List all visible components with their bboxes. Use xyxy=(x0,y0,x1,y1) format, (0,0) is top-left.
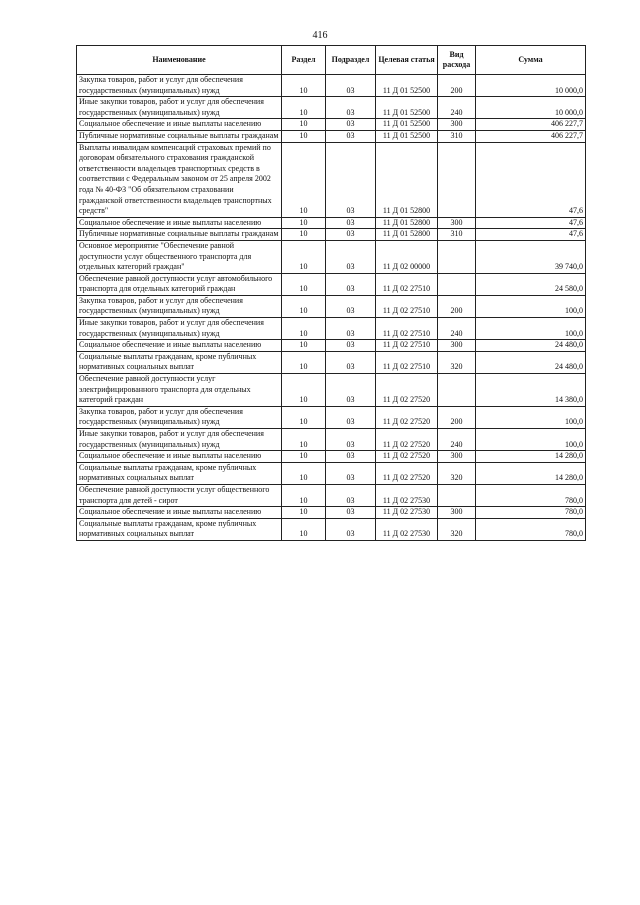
cell-razdel: 10 xyxy=(282,229,326,241)
cell-expense-type xyxy=(438,240,476,273)
cell-expense-type xyxy=(438,273,476,295)
cell-podrazdel: 03 xyxy=(326,518,376,540)
cell-target-article: 11 Д 02 27530 xyxy=(376,507,438,519)
cell-expense-type: 240 xyxy=(438,318,476,340)
cell-razdel: 10 xyxy=(282,507,326,519)
cell-razdel: 10 xyxy=(282,97,326,119)
table-row xyxy=(77,518,586,540)
cell-podrazdel: 03 xyxy=(326,318,376,340)
table-row xyxy=(77,374,586,407)
cell-target-article: 11 Д 02 27520 xyxy=(376,406,438,428)
cell-razdel: 10 xyxy=(282,340,326,352)
cell-target-article: 11 Д 01 52800 xyxy=(376,142,438,217)
cell-podrazdel: 03 xyxy=(326,451,376,463)
cell-podrazdel: 03 xyxy=(326,295,376,317)
cell-podrazdel: 03 xyxy=(326,130,376,142)
cell-expense-type: 310 xyxy=(438,130,476,142)
cell-podrazdel: 03 xyxy=(326,340,376,352)
cell-name: Обеспечение равной доступности услуг общественного транспорта для детей - сирот xyxy=(77,484,282,506)
cell-sum: 406 227,7 xyxy=(476,130,586,142)
cell-name: Иные закупки товаров, работ и услуг для обеспечения государственных (муниципальных) нужд xyxy=(77,429,282,451)
cell-name: Иные закупки товаров, работ и услуг для обеспечения государственных (муниципальных) нужд xyxy=(77,97,282,119)
cell-expense-type: 240 xyxy=(438,429,476,451)
cell-podrazdel: 03 xyxy=(326,273,376,295)
cell-target-article: 11 Д 02 27510 xyxy=(376,318,438,340)
cell-target-article: 11 Д 02 27510 xyxy=(376,295,438,317)
cell-target-article: 11 Д 02 27510 xyxy=(376,340,438,352)
page-number: 416 xyxy=(312,30,328,41)
cell-expense-type xyxy=(438,484,476,506)
cell-razdel: 10 xyxy=(282,240,326,273)
header-target-article: Целевая статья xyxy=(376,46,438,75)
cell-sum: 24 480,0 xyxy=(476,351,586,373)
cell-expense-type: 320 xyxy=(438,351,476,373)
cell-name: Социальное обеспечение и иные выплаты населению xyxy=(77,507,282,519)
cell-expense-type: 200 xyxy=(438,295,476,317)
cell-name: Социальное обеспечение и иные выплаты населению xyxy=(77,451,282,463)
table-row xyxy=(77,229,586,241)
cell-target-article: 11 Д 02 27510 xyxy=(376,273,438,295)
table-row xyxy=(77,351,586,373)
cell-expense-type xyxy=(438,142,476,217)
table-row xyxy=(77,119,586,131)
cell-podrazdel: 03 xyxy=(326,217,376,229)
cell-expense-type: 320 xyxy=(438,518,476,540)
cell-podrazdel: 03 xyxy=(326,142,376,217)
cell-target-article: 11 Д 02 27530 xyxy=(376,518,438,540)
cell-expense-type: 300 xyxy=(438,451,476,463)
cell-target-article: 11 Д 02 00000 xyxy=(376,240,438,273)
cell-razdel: 10 xyxy=(282,462,326,484)
cell-name: Публичные нормативные социальные выплаты гражданам xyxy=(77,130,282,142)
cell-target-article: 11 Д 01 52500 xyxy=(376,75,438,97)
cell-target-article: 11 Д 02 27520 xyxy=(376,374,438,407)
table-row xyxy=(77,240,586,273)
budget-table xyxy=(76,45,586,541)
cell-razdel: 10 xyxy=(282,429,326,451)
cell-name: Социальное обеспечение и иные выплаты населению xyxy=(77,217,282,229)
cell-name: Закупка товаров, работ и услуг для обеспечения государственных (муниципальных) нужд xyxy=(77,406,282,428)
cell-expense-type: 240 xyxy=(438,97,476,119)
cell-podrazdel: 03 xyxy=(326,229,376,241)
cell-podrazdel: 03 xyxy=(326,97,376,119)
cell-razdel: 10 xyxy=(282,119,326,131)
cell-sum: 14 280,0 xyxy=(476,451,586,463)
cell-razdel: 10 xyxy=(282,518,326,540)
table-row xyxy=(77,429,586,451)
cell-sum: 780,0 xyxy=(476,484,586,506)
table-row xyxy=(77,130,586,142)
cell-target-article: 11 Д 02 27530 xyxy=(376,484,438,506)
cell-name: Закупка товаров, работ и услуг для обеспечения государственных (муниципальных) нужд xyxy=(77,75,282,97)
cell-podrazdel: 03 xyxy=(326,75,376,97)
cell-sum: 406 227,7 xyxy=(476,119,586,131)
cell-name: Закупка товаров, работ и услуг для обеспечения государственных (муниципальных) нужд xyxy=(77,295,282,317)
cell-podrazdel: 03 xyxy=(326,462,376,484)
header-name: Наименование xyxy=(77,46,282,75)
cell-sum: 780,0 xyxy=(476,518,586,540)
cell-razdel: 10 xyxy=(282,484,326,506)
cell-sum: 14 380,0 xyxy=(476,374,586,407)
cell-podrazdel: 03 xyxy=(326,240,376,273)
cell-razdel: 10 xyxy=(282,217,326,229)
cell-name: Обеспечение равной доступности услуг автомобильного транспорта для отдельных категорий граждан xyxy=(77,273,282,295)
cell-sum: 39 740,0 xyxy=(476,240,586,273)
cell-razdel: 10 xyxy=(282,318,326,340)
cell-razdel: 10 xyxy=(282,351,326,373)
cell-razdel: 10 xyxy=(282,130,326,142)
cell-target-article: 11 Д 01 52500 xyxy=(376,130,438,142)
cell-sum: 100,0 xyxy=(476,429,586,451)
cell-sum: 100,0 xyxy=(476,406,586,428)
cell-expense-type: 300 xyxy=(438,507,476,519)
cell-name: Выплаты инвалидам компенсаций страховых премий по договорам обязательного страхования гражданской ответственности владельцев транспортных средств в соответствии с Федеральным законом от 25 апреля 2002 года № 40-ФЗ "Об обязательном страховании гражданской ответственности владельцев транспортных средств" xyxy=(77,142,282,217)
cell-razdel: 10 xyxy=(282,75,326,97)
cell-name: Социальное обеспечение и иные выплаты населению xyxy=(77,119,282,131)
cell-name: Социальные выплаты гражданам, кроме публичных нормативных социальных выплат xyxy=(77,518,282,540)
cell-expense-type: 200 xyxy=(438,406,476,428)
cell-razdel: 10 xyxy=(282,142,326,217)
table-header-row xyxy=(77,46,586,75)
cell-name: Социальное обеспечение и иные выплаты населению xyxy=(77,340,282,352)
cell-target-article: 11 Д 01 52800 xyxy=(376,229,438,241)
cell-podrazdel: 03 xyxy=(326,507,376,519)
table-row xyxy=(77,217,586,229)
table-row xyxy=(77,273,586,295)
header-expense-type: Вид расхода xyxy=(438,46,476,75)
cell-sum: 10 000,0 xyxy=(476,97,586,119)
cell-target-article: 11 Д 01 52500 xyxy=(376,119,438,131)
table-row xyxy=(77,318,586,340)
cell-razdel: 10 xyxy=(282,374,326,407)
header-razdel: Раздел xyxy=(282,46,326,75)
table-row xyxy=(77,97,586,119)
cell-target-article: 11 Д 02 27510 xyxy=(376,351,438,373)
cell-sum: 47,6 xyxy=(476,217,586,229)
cell-expense-type: 320 xyxy=(438,462,476,484)
cell-expense-type: 300 xyxy=(438,217,476,229)
cell-razdel: 10 xyxy=(282,273,326,295)
cell-razdel: 10 xyxy=(282,406,326,428)
table-row xyxy=(77,507,586,519)
table-body xyxy=(77,75,586,541)
cell-name: Социальные выплаты гражданам, кроме публичных нормативных социальных выплат xyxy=(77,462,282,484)
cell-sum: 100,0 xyxy=(476,295,586,317)
table-row xyxy=(77,340,586,352)
cell-podrazdel: 03 xyxy=(326,119,376,131)
cell-sum: 780,0 xyxy=(476,507,586,519)
cell-podrazdel: 03 xyxy=(326,406,376,428)
cell-sum: 24 580,0 xyxy=(476,273,586,295)
table-row xyxy=(77,484,586,506)
table-row xyxy=(77,462,586,484)
cell-expense-type: 300 xyxy=(438,340,476,352)
table-row xyxy=(77,295,586,317)
cell-podrazdel: 03 xyxy=(326,484,376,506)
cell-name: Обеспечение равной доступности услуг электрифицированного транспорта для отдельных категорий граждан xyxy=(77,374,282,407)
cell-sum: 10 000,0 xyxy=(476,75,586,97)
header-sum: Сумма xyxy=(476,46,586,75)
cell-razdel: 10 xyxy=(282,451,326,463)
cell-expense-type xyxy=(438,374,476,407)
cell-target-article: 11 Д 01 52800 xyxy=(376,217,438,229)
cell-name: Иные закупки товаров, работ и услуг для обеспечения государственных (муниципальных) нужд xyxy=(77,318,282,340)
cell-expense-type: 200 xyxy=(438,75,476,97)
cell-sum: 47,6 xyxy=(476,229,586,241)
cell-sum: 47,6 xyxy=(476,142,586,217)
cell-sum: 24 480,0 xyxy=(476,340,586,352)
cell-target-article: 11 Д 02 27520 xyxy=(376,451,438,463)
cell-sum: 100,0 xyxy=(476,318,586,340)
table-row xyxy=(77,142,586,217)
cell-name: Публичные нормативные социальные выплаты гражданам xyxy=(77,229,282,241)
table-row xyxy=(77,451,586,463)
cell-podrazdel: 03 xyxy=(326,429,376,451)
table-row xyxy=(77,75,586,97)
cell-podrazdel: 03 xyxy=(326,351,376,373)
cell-target-article: 11 Д 02 27520 xyxy=(376,429,438,451)
cell-sum: 14 280,0 xyxy=(476,462,586,484)
cell-target-article: 11 Д 02 27520 xyxy=(376,462,438,484)
cell-target-article: 11 Д 01 52500 xyxy=(376,97,438,119)
cell-podrazdel: 03 xyxy=(326,374,376,407)
cell-name: Основное мероприятие "Обеспечение равной доступности услуг общественного транспорта для отдельных категорий граждан" xyxy=(77,240,282,273)
cell-name: Социальные выплаты гражданам, кроме публичных нормативных социальных выплат xyxy=(77,351,282,373)
table-row xyxy=(77,406,586,428)
cell-expense-type: 300 xyxy=(438,119,476,131)
cell-razdel: 10 xyxy=(282,295,326,317)
header-podrazdel: Подраздел xyxy=(326,46,376,75)
cell-expense-type: 310 xyxy=(438,229,476,241)
